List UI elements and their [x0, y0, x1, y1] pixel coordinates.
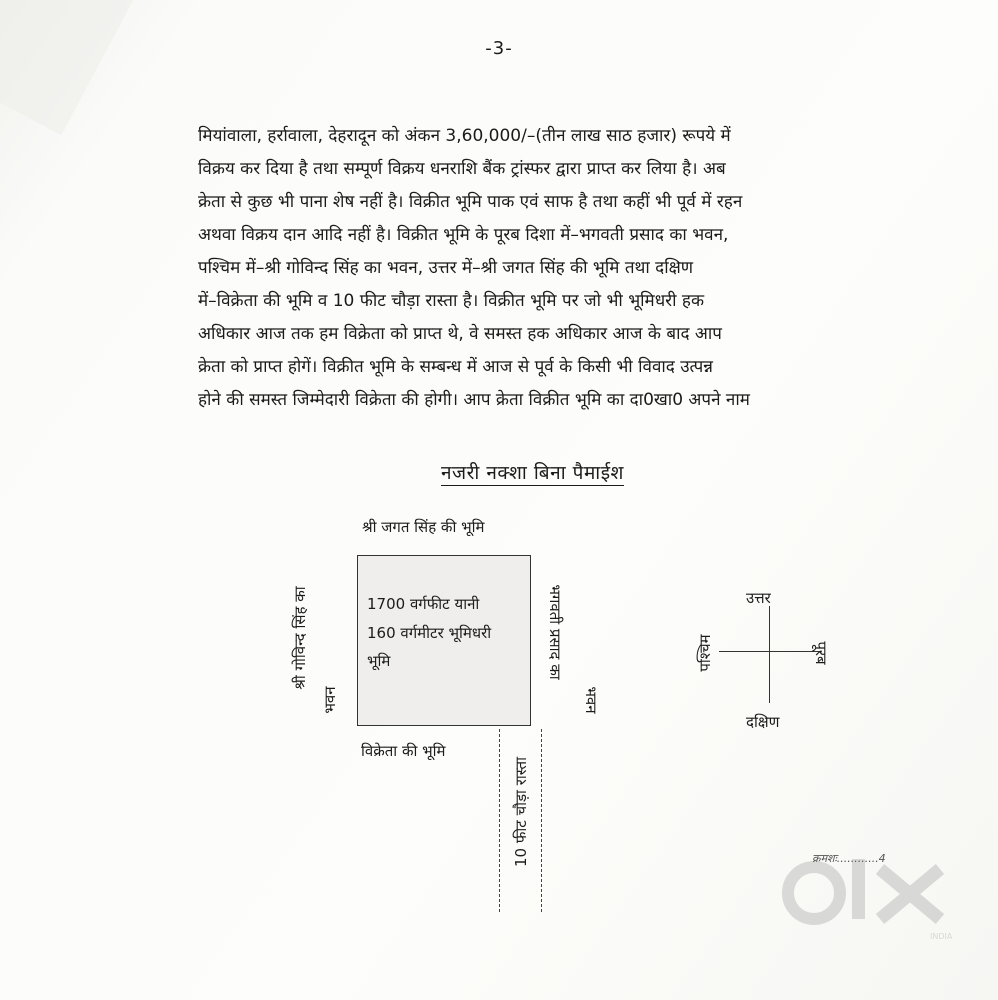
- page-number: -3-: [485, 38, 513, 59]
- road-label: 10 फीट चौड़ा रास्ता: [512, 757, 530, 868]
- olx-watermark-logo: [782, 853, 960, 943]
- body-line: होने की समस्त जिम्मेदारी विक्रेता की होगी। आप क्रेता विक्रीत भूमि का दा0खा0 अपने नाम: [198, 390, 750, 410]
- east-boundary-label: भगवती प्रसाद का: [546, 584, 564, 680]
- west-boundary-label-2: भवन: [321, 686, 339, 714]
- road-edge-east: [541, 729, 542, 912]
- body-line: क्रेता को प्राप्त होगें। विक्रीत भूमि के सम्बन्ध में आज से पूर्व के किसी भी विवाद उत्पन्न: [198, 357, 713, 377]
- plot-area-line: 160 वर्गमीटर भूमिधरी: [367, 624, 492, 642]
- continued-note: क्रमशः............4: [812, 852, 886, 865]
- south-boundary-label: विक्रेता की भूमि: [361, 742, 446, 760]
- watermark-sub: INDIA: [930, 932, 953, 941]
- body-line: अथवा विक्रय दान आदि नहीं है। विक्रीत भूमि के पूरब दिशा में–भगवती प्रसाद का भवन,: [198, 225, 729, 245]
- north-boundary-label: श्री जगत सिंह की भूमि: [362, 518, 485, 536]
- body-paragraph: [198, 120, 928, 417]
- body-line: पश्चिम में–श्री गोविन्द सिंह का भवन, उत्तर में–श्री जगत सिंह की भूमि तथा दक्षिण: [198, 258, 694, 278]
- plot-box: [357, 555, 531, 726]
- road-edge-west: [499, 729, 500, 912]
- map-title: नजरी नक्शा बिना पैमाईश: [441, 462, 624, 484]
- compass-south-label: दक्षिण: [746, 713, 780, 731]
- compass-north-label: उत्तर: [746, 589, 771, 607]
- compass-west-label: पश्चिम: [696, 634, 714, 672]
- west-boundary-label: श्री गोविन्द सिंह का: [291, 586, 309, 690]
- plot-area-line: 1700 वर्गफीट यानी: [367, 595, 480, 613]
- plot-area-line: भूमि: [367, 652, 391, 670]
- body-line: अधिकार आज तक हम विक्रेता को प्राप्त थे, वे समस्त हक अधिकार आज के बाद आप: [198, 324, 722, 344]
- body-line: विक्रय कर दिया है तथा सम्पूर्ण विक्रय धनराशि बैंक ट्रांस्फर द्वारा प्राप्त कर लिया है। अब: [198, 159, 726, 179]
- body-line: में–विक्रेता की भूमि व 10 फीट चौड़ा रास्ता है। विक्रीत भूमि पर जो भी भूमिधरी हक: [198, 291, 705, 311]
- east-boundary-label-2: भवन: [582, 686, 600, 714]
- body-line: मियांवाला, हर्रावाला, देहरादून को अंकन 3,60,000/–(तीन लाख साठ हजार) रूपये में: [198, 126, 731, 146]
- body-line: क्रेता से कुछ भी पाना शेष नहीं है। विक्रीत भूमि पाक एवं साफ है तथा कहीं भी पूर्व में रहन: [198, 192, 743, 212]
- compass-east-label: पूरब: [812, 641, 830, 665]
- compass-ns-line: [769, 606, 770, 703]
